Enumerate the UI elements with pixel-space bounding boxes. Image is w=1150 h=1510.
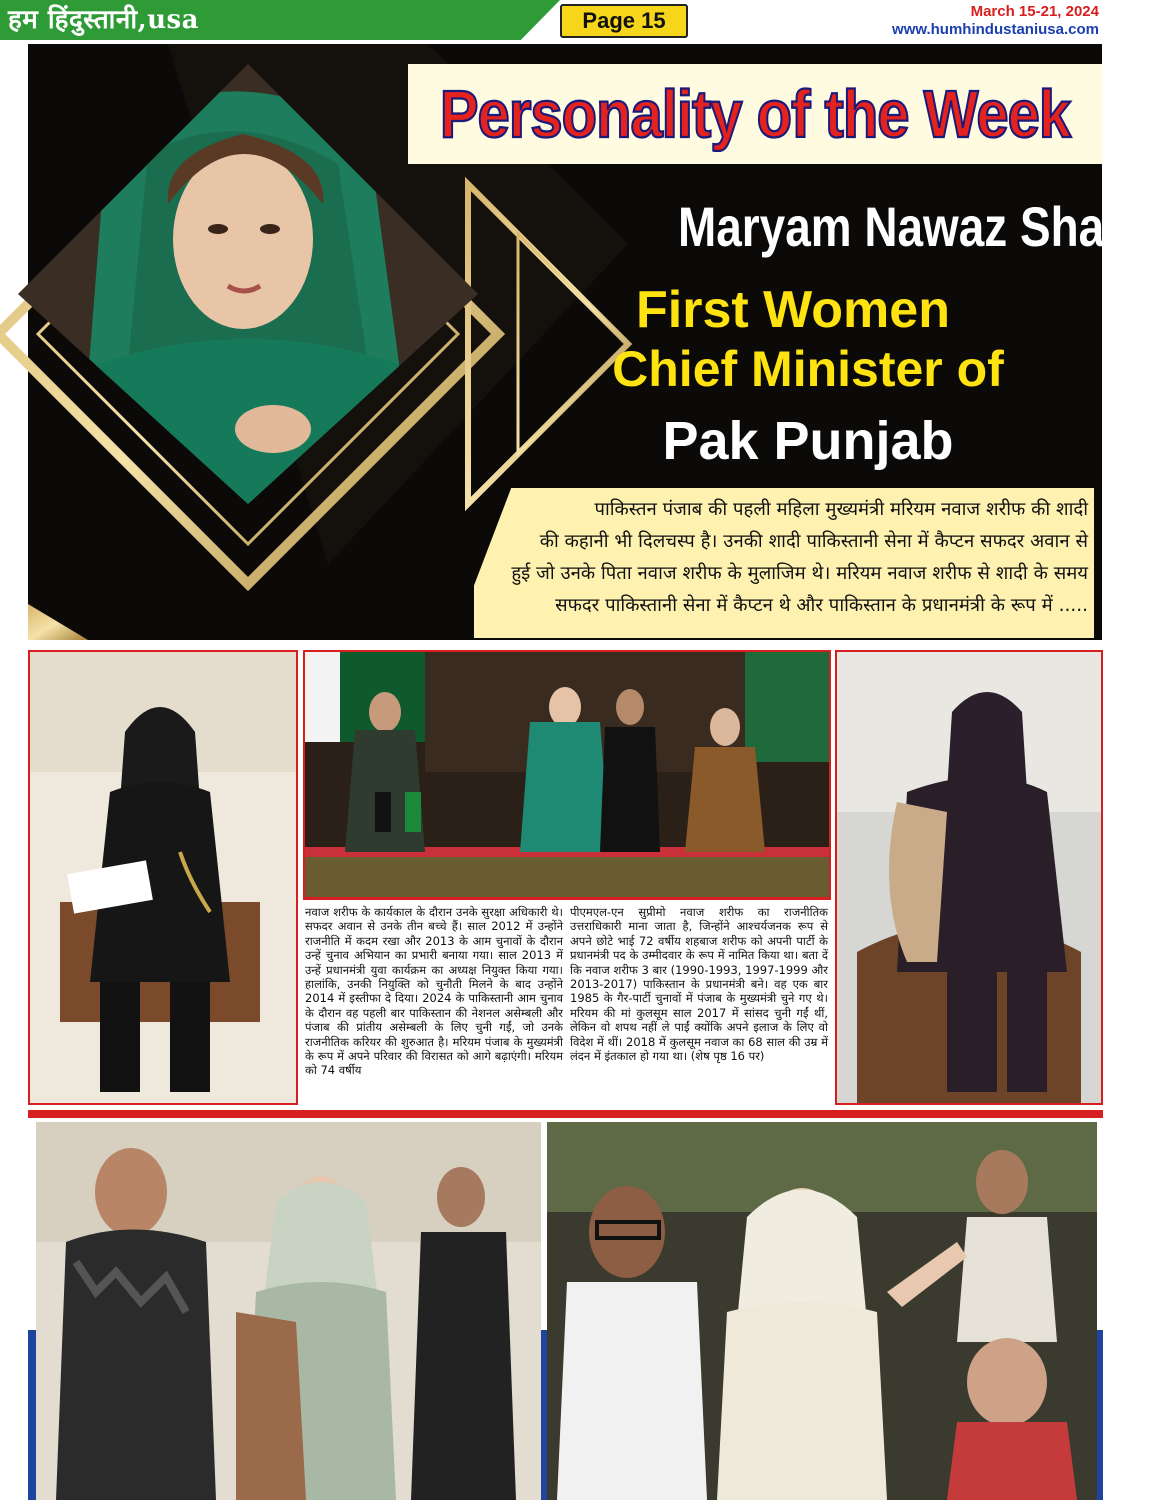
banner-title: Personality of the Week xyxy=(439,76,1071,152)
issue-date: March 15-21, 2024 xyxy=(970,3,1099,20)
subtitle-line-3: Pak Punjab xyxy=(662,411,954,471)
feature-name: Maryam Nawaz Sharif xyxy=(678,195,1150,258)
photo-seated-armchair xyxy=(835,650,1103,1105)
masthead-title: हम हिंदुस्तानी,usa xyxy=(8,5,200,35)
photo-seated-reading xyxy=(28,650,298,1105)
photo-crowd-gathering xyxy=(547,1122,1097,1500)
intro-line: हुई जो उनके पिता नवाज शरीफ के मुलाजिम थे। मरियम नवाज शरीफ से शादी के समय xyxy=(511,563,1088,584)
subtitle-line-2: Chief Minister of xyxy=(612,341,1004,397)
intro-line: पाकिस्तन पंजाब की पहली महिला मुख्यमंत्री मरियम नवाज शरीफ की शादी xyxy=(594,499,1088,520)
intro-line: की कहानी भी दिलचस्प है। उनकी शादी पाकिस्तानी सेना में कैप्टन सफदर अवान से xyxy=(539,531,1088,552)
photo-with-supporters xyxy=(36,1122,541,1500)
intro-text xyxy=(498,494,1088,622)
page-number: Page 15 xyxy=(560,4,688,38)
feature-hero xyxy=(28,44,1150,640)
subtitle-line-1: First Women xyxy=(636,281,950,339)
website-link[interactable]: www.humhindustaniusa.com xyxy=(892,21,1099,38)
personality-banner xyxy=(408,64,1102,164)
photo-oath-ceremony xyxy=(303,650,831,900)
intro-line: सफदर पाकिस्तानी सेना में कैप्टन थे और पाकिस्तान के प्रधानमंत्री के रूप में ..... xyxy=(555,595,1088,616)
article-column-1: नवाज शरीफ के कार्यकाल के दौरान उनके सुरक्षा अधिकारी थे। सफदर अवान से उनके तीन बच्चे हैं। साल 2012 में उन्होंने राजनीति में कदम रखा और 2013 के आम चुनावों के दौरान उन्हें चुनाव अभियान का प्रभारी बनाया गया। साल 2013 में उन्हें प्रधानमंत्री युवा कार्यक्रम का अध्यक्ष नियुक्त किया गया। हालांकि, उनकी नियुक्ति को चुनौती मिलने के बाद उन्होंने 2014 में इस्तीफा दे दिया। 2024 के पाकिस्तानी आम चुनाव के दौरान वह पहली बार पाकिस्तान की नेशनल असेम्बली और पंजाब की प्रांतीय असेम्बली के लिए चुनी गईं, जो उनके राजनीतिक करियर की शुरुआत है। मरियम पंजाब के मुख्यमंत्री के रूप में अपने परिवार की विरासत को आगे बढ़ाएंगी। मरियम को 74 वर्षीय xyxy=(305,905,563,1078)
article-column-2: पीएमएल-एन सुप्रीमो नवाज शरीफ का राजनीतिक उत्तराधिकारी माना जाता है, जिन्होंने आश्चर्यजनक रूप से अपने छोटे भाई 72 वर्षीय शहबाज शरीफ को अपनी पार्टी के प्रधानमंत्री पद के उम्मीदवार के रूप में नामित किया था। बता दें कि नवाज शरीफ 3 बार (1990-1993, 1997-1999 और 2013-2017) पाकिस्तान के प्रधानमंत्री बने। वह एक बार 1985 के गैर-पार्टी चुनावों में पंजाब के मुख्यमंत्री चुने गए थे। मरियम की मां कुलसूम साल 2017 में सांसद चुनी गईं थीं, लेकिन वो शपथ नहीं ले पाईं क्योंकि अपने इलाज के लिए वो विदेश में थीं। 2018 में कुलसूम नवाज का 68 साल की उम्र में लंदन में इंतकाल हो गया था। (शेष पृष्ठ 16 पर) xyxy=(570,905,828,1064)
